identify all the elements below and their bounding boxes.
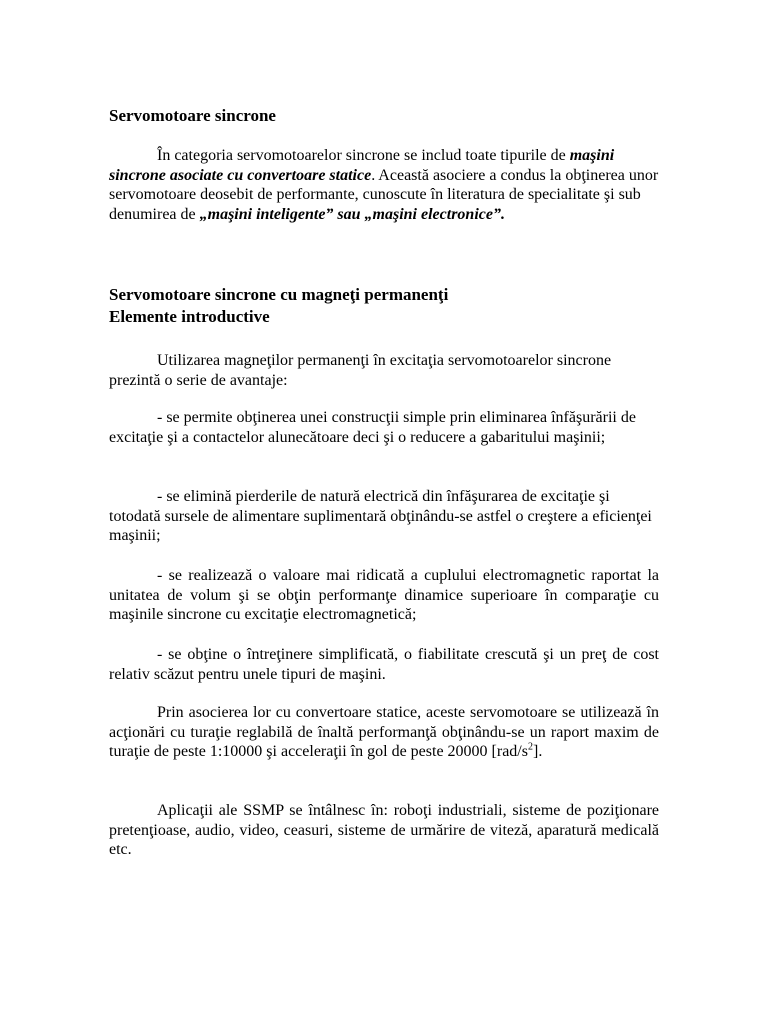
advantages-intro-text: Utilizarea magneţilor permanenţi în excitaţia servomotoarelor sincrone prezintă o serie de avantaje: <box>109 352 612 389</box>
advantage-text-4: - se obţine o întreţinere simplificată, o fiabilitate crescută şi un preţ de cost relativ scăzut pentru unele tipuri de maşini. <box>109 646 659 683</box>
exponent: 2 <box>527 741 533 753</box>
advantage-text-3: - se realizează o valoare mai ridicată a cuplului electromagnetic raportat la unitatea de volum şi se obţin performanţe dinamice superioare în comparaţie cu maşinile sincrone cu excitaţie electromagnetică; <box>109 567 659 624</box>
converters-text: Prin asocierea lor cu convertoare statice, aceste servomotoare se utilizează în acţionări cu turaţie reglabilă de înaltă performanţă obţinându-se un raport maxim de turaţie de peste 1:10000 şi acceleraţii în gol de peste 20000 [rad/s <box>109 704 659 761</box>
advantages-intro <box>109 351 659 390</box>
advantage-item-1 <box>109 408 659 447</box>
advantage-item-4 <box>109 645 659 684</box>
intro-text-2: . Această asociere a condus la obţinerea unor servomotoare deosebit de performante, cunoscute în literatura de specialitate şi sub denumirea de <box>109 166 659 223</box>
section-title: Servomotoare sincrone <box>109 106 276 125</box>
intro-bold-1: maşini sincrone asociate cu convertoare statice <box>109 147 615 184</box>
advantage-text-1: - se permite obţinerea unei construcţii simple prin eliminarea înfăşurării de excitaţie şi a contactelor alunecătoare deci şi o reducere a gabaritului maşinii; <box>109 409 636 446</box>
advantage-item-2 <box>109 487 659 546</box>
advantage-text-2: - se elimină pierderile de natură electrică din înfăşurarea de excitaţie şi totodată sursele de alimentare suplimentară obţinându-se astfel o creştere a eficienţei maşinii; <box>109 488 652 545</box>
advantage-item-3 <box>109 566 659 625</box>
subsection-subtitle: Elemente introductive <box>109 307 270 326</box>
applications-paragraph <box>109 801 659 860</box>
converters-text-end: ]. <box>532 743 543 761</box>
applications-text: Aplicaţii ale SSMP se întâlnesc în: roboţi industriali, sisteme de poziţionare pretenţioase, audio, video, ceasuri, sisteme de urmărire de viteză, aparatură medicală etc. <box>109 802 659 859</box>
intro-bold-2: „maşini inteligente” sau „maşini electronice”. <box>199 205 505 223</box>
converters-paragraph <box>109 703 659 762</box>
intro-paragraph <box>109 146 659 224</box>
subsection-title: Servomotoare sincrone cu magneţi permanenţi <box>109 285 449 304</box>
intro-text-1: În categoria servomotoarelor sincrone se includ toate tipurile de <box>157 147 566 164</box>
